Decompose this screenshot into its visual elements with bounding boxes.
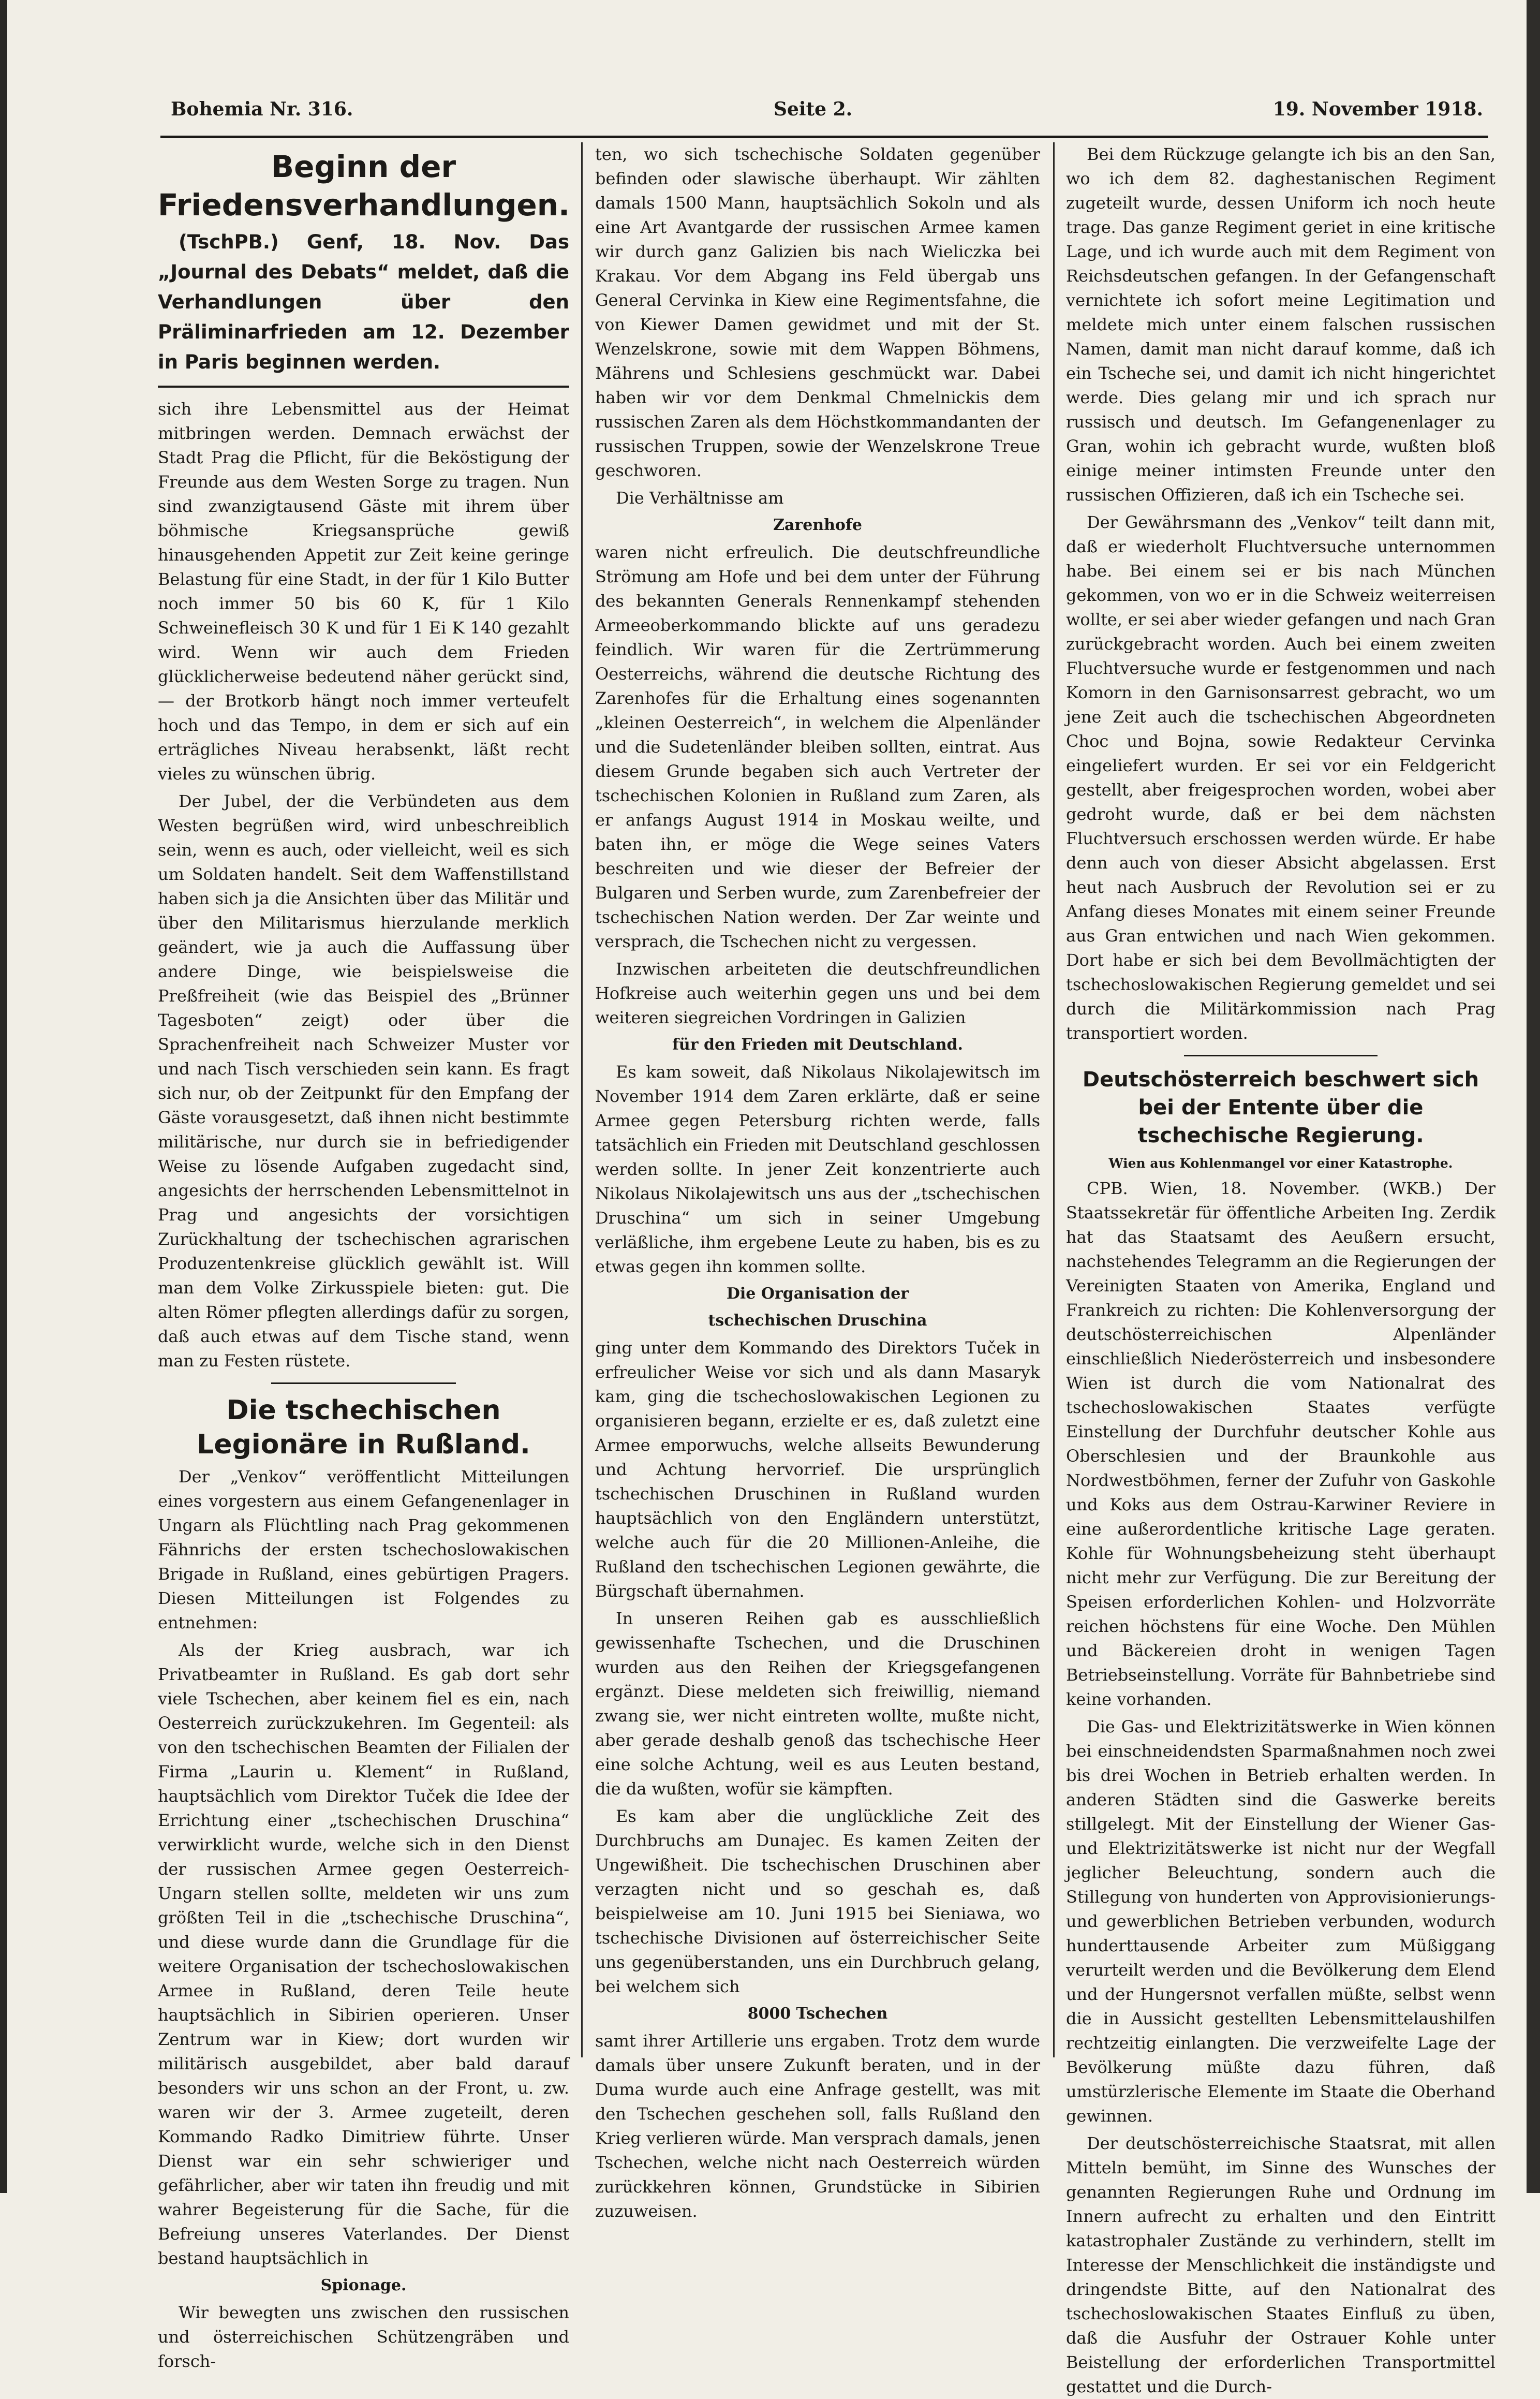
publication-issue: Bohemia Nr. 316. <box>171 98 353 120</box>
article-paragraph: Inzwischen arbeiteten die deutschfreundlichen Hofkreise auch weiterhin gegen uns und bei dem weiteren siegreichen Vordringen in Galizien <box>595 959 1040 1027</box>
article-paragraph: Der deutschösterreichische Staatsrat, mit allen Mitteln bemüht, im Sinne des Wunsches der genannten Regierungen Ruhe und Ordnung im Innern aufrecht zu erhalten und den Eintritt katastrophaler Zustände zu verhindern, stellt im Interesse der Menschlichkeit die inständigste und dringendste Bitte, auf den Nationalrat des tschechoslowakischen Staates Einfluß zu üben, daß die Ausfuhr der Ostrauer Kohle unter Beistellung der erforderlichen Transportmittel gestattet und die Durch- <box>1066 2133 1495 2396</box>
article-paragraph: Wir bewegten uns zwischen den russischen und österreichischen Schützengräben und forsch- <box>158 2303 569 2371</box>
article-paragraph: Der „Venkov“ veröffentlicht Mitteilungen eines vorgestern aus einem Gefangenenlager in Ungarn als Flüchtling nach Prag gekommenen Fähnrichs der ersten tschechoslowakischen Brigade in Rußland, eines gebürtigen Pragers. Diesen Mitteilungen ist Folgendes zu entnehmen: <box>158 1467 569 1632</box>
article-paragraph: Als der Krieg ausbrach, war ich Privatbeamter in Rußland. Es gab dort sehr viele Tschechen, aber keinem fiel es ein, nach Oesterreich zurückzukehren. Im Gegenteil: als von den tschechischen Beamten der Filialen der Firma „Laurin u. Klement“ in Rußland, hauptsächlich vom Direktor Tuček die Idee der Errichtung einer „tschechischen Druschina“ verwirklicht wurde, welche sich in den Dienst der russischen Armee gegen Oesterreich-Ungarn stellen sollte, meldeten wir uns zum größten Teil in die „tschechische Druschina“, und diese wurde dann die Grundlage für die weitere Organisation der tschechoslowakischen Armee in Rußland, deren Teile heute hauptsächlich in Sibirien operieren. Unser Zentrum war in Kiew; dort wurden wir militärisch ausgebildet, aber bald darauf besonders wir uns schon an der Front, u. zw. waren wir der 3. Armee zugeteilt, deren Kommando Radko Dimitriew führte. Unser Dienst war ein sehr schwieriger und gefährlicher, aber wir taten ihn freudig und mit wahrer Begeisterung für die Sache, für die Befreiung unseres Vaterlandes. Der Dienst bestand hauptsächlich in <box>158 1640 569 2268</box>
article-headline: Deutschösterreich beschwert sich bei der Entente über die tschechische Regierung. <box>1082 1068 1479 1147</box>
page-number: Seite 2. <box>773 98 853 120</box>
header-rule <box>160 136 1488 138</box>
column-divider <box>1053 142 1055 2057</box>
scan-edge-right <box>1527 0 1540 2193</box>
column-1 <box>158 142 570 2371</box>
article-paragraph: Die Gas- und Elektrizitätswerke in Wien können bei einschneidendsten Sparmaßnahmen noch zwei bis drei Wochen in Betrieb erhalten werden. In anderen Städten sind die Gaswerke bereits stillgelegt. Mit der Einstellung der Wiener Gas- und Elektrizitätswerke ist nicht nur der Wegfall jeglicher Beleuchtung, sondern auch die Stillegung von hunderten von Approvisionierungs- und gewerblichen Betrieben verbunden, wodurch hunderttausende Arbeiter zum Müßiggang verurteilt werden und die Bevölkerung dem Elend und der Hungersnot verfallen müßte, selbst wenn die in Aussicht gestellten Lebensmittelaushilfen rechtzeitig einlangten. Die verzweifelte Lage der Bevölkerung müßte dazu führen, daß umstürzlerische Elemente im Staate die Oberhand gewinnen. <box>1066 1717 1495 2126</box>
article-paragraph: CPB. Wien, 18. November. (WKB.) Der Staatssekretär für öffentliche Arbeiten Ing. Zerdik hat das Staatsamt des Aeußern ersucht, nachstehendes Telegramm an die Regierungen der Vereinigten Staaten von Amerika, England und Frankreich zu richten: Die Kohlenversorgung der deutschösterreichischen Alpenländer einschließlich Niederösterreich und insbesondere Wien ist durch die vom Nationalrat des tschechoslowakischen Staates verfügte Einstellung der Durchfuhr deutscher Kohle aus Oberschlesien und der Braunkohle aus Nordwestböhmen, ferner der Zufuhr von Gaskohle und Koks aus dem Ostrau-Karwiner Reviere in eine außerordentliche kritische Lage geraten. Kohle für Wohnungsbeheizung steht überhaupt nicht mehr zur Verfügung. Die zur Bereitung der Speisen erforderlichen Kohlen- und Holzvorräte reichen höchstens für eine Woche. Den Mühlen und Bäckereien droht in wenigen Tagen Betriebseinstellung. Vorräte für Bahnbetriebe sind keine vorhanden. <box>1066 1179 1495 1709</box>
article-headline: Beginn der Friedensverhandlungen. <box>158 149 570 223</box>
section-subheading: Zarenhofe <box>773 516 862 534</box>
article-paragraph: Bei dem Rückzuge gelangte ich bis an den San, wo ich dem 82. daghestanischen Regiment zugeteilt wurde, dessen Uniform ich noch heute trage. Das ganze Regiment geriet in eine kritische Lage, und ich wurde auch mit dem Regiment von Reichsdeutschen gefangen. In der Gefangenschaft vernichtete ich sofort meine Legitimation und meldete mich unter einem falschen russischen Namen, damit man nicht darauf komme, daß ich ein Tscheche sei, und damit ich nicht hingerichtet werde. Dies gelang mir und ich sprach nur russisch und deutsch. Im Gefangenenlager zu Gran, wohin ich gebracht wurde, wußten bloß einige meiner intimsten Freunde unter den russischen Offizieren, daß ich ein Tscheche sei. <box>1066 144 1495 505</box>
section-subheading: für den Frieden mit Deutschland. <box>672 1036 963 1054</box>
section-rule <box>1184 1055 1378 1056</box>
section-rule <box>271 1382 456 1384</box>
page-header <box>171 98 1483 135</box>
column-divider <box>581 142 583 2057</box>
article-paragraph: samt ihrer Artillerie uns ergaben. Trotz dem wurde damals über unsere Zukunft beraten, und in der Duma wurde auch eine Anfrage gestellt, was mit den Tschechen geschehen soll, falls Rußland den Krieg verlieren würde. Man versprach damals, jenen Tschechen, welche nicht nach Oesterreich würden zurückkehren können, Grundstücke in Sibirien zuzuweisen. <box>595 2031 1040 2221</box>
column-2 <box>595 142 1040 2221</box>
article-paragraph: Es kam aber die unglückliche Zeit des Durchbruchs am Dunajec. Es kamen Zeiten der Ungewißheit. Die tschechischen Druschinen aber verzagten nicht und so geschah es, daß beispielweise am 10. Juni 1915 bei Sieniawa, wo tschechische Divisionen auf österreichischer Seite uns gegenüberstanden, uns ein Durchbruch gelang, bei welchem sich <box>595 1806 1040 1996</box>
article-paragraph: waren nicht erfreulich. Die deutschfreundliche Strömung am Hofe und bei dem unter der Führung des bekannten Generals Rennenkampf stehenden Armeeoberkommando blickte auf uns geradezu feindlich. Wir waren für die Zertrümmerung Oesterreichs, während die deutsche Richtung des Zarenhofes für die Erhaltung eines sogenannten „kleinen Oesterreich“, in welchem die Alpenländer und die Sudetenländer bleiben sollten, eintrat. Aus diesem Grunde begaben sich auch Vertreter der tschechischen Kolonien in Rußland zum Zaren, als er anfangs August 1914 in Moskau weilte, und baten ihn, er möge die Wege seines Vaters beschreiten und wie dieser der Befreier der Bulgaren und Serben wurde, zum Zarenbefreier der tschechischen Nation werden. Der Zar weinte und versprach, die Tschechen nicht zu vergessen. <box>595 542 1040 951</box>
article-paragraph: Der Jubel, der die Verbündeten aus dem Westen begrüßen wird, wird unbeschreiblich sein, wenn es auch, oder vielleicht, weil es sich um Soldaten handelt. Seit dem Waffenstillstand haben sich ja die Ansichten über das Militär und über den Militarismus hierzulande merklich geändert, wie ja auch die Auffassung über andere Dinge, wie beispielsweise die Preßfreiheit (wie das Beispiel des „Brünner Tagesboten“ zeigt) oder über die Sprachenfreiheit nach Schweizer Muster vor und nach Tisch verschieden sein kann. Es fragt sich nur, ob der Zeitpunkt für den Empfang der Gäste vorausgesetzt, daß ihnen nicht bestimmte militärische, nur durch sie in befriedigender Weise zu lösende Aufgaben zugedacht sind, angesichts der herrschenden Lebensmittelnot in Prag und angesichts der vorsichtigen Zurückhaltung der tschechischen agrarischen Produzentenkreise glücklich gewählt ist. Will man dem Volke Zirkusspiele bieten: gut. Die alten Römer pflegten allerdings dafür zu sorgen, daß auch etwas auf dem Tische stand, wenn man zu Festen rüstete. <box>158 791 569 1371</box>
article-paragraph: Der Gewährsmann des „Venkov“ teilt dann mit, daß er wiederholt Fluchtversuche unternommen habe. Bei einem sei er bis nach München gekommen, von wo er in die Schweiz weiterreisen wollte, er sei aber wieder gefangen und nach Gran zurückgebracht worden. Auch bei einem zweiten Fluchtversuche wurde er festgenommen und nach Komorn in den Garnisonsarrest gebracht, wo um jene Zeit auch die tschechischen Abgeordneten Choc und Bojna, sowie Redakteur Cervinka eingeliefert wurden. Er sei vor ein Feldgericht gestellt, aber freigesprochen worden, wobei aber gedroht wurde, daß er bei dem nächsten Fluchtversuch erschossen werden würde. Er habe denn auch von dieser Absicht abgelassen. Erst heut nach Ausbruch der Revolution sei er zu Anfang dieses Monates mit einem seiner Freunde aus Gran entwichen und nach Wien gekommen. Dort habe er sich bei dem Bevollmächtigten der tschechoslowakischen Regierung gemeldet und sei durch die Militärkommission nach Prag transportiert worden. <box>1066 512 1495 1043</box>
article-paragraph: ging unter dem Kommando des Direktors Tuček in erfreulicher Weise vor sich und als dann Masaryk kam, ging die tschechoslowakischen Legionen zu organisieren begann, erzielte er es, daß zuletzt eine Armee emporwuchs, welche allseits Bewunderung und Achtung hervorrief. Die ursprünglich tschechischen Druschinen in Rußland wurden hauptsächlich von den Engländern unterstützt, welche auch für die 20 Millionen-Anleihe, die Rußland den tschechischen Legionen gewährte, die Bürgschaft übernahmen. <box>595 1338 1040 1601</box>
article-paragraph: sich ihre Lebensmittel aus der Heimat mitbringen werden. Demnach erwächst der Stadt Prag die Pflicht, für die Beköstigung der Freunde aus dem Westen Sorge zu tragen. Nun sind zwanzigtausend Gäste mit ihrem über böhmische Kriegsansprüche gewiß hinausgehenden Appetit zur Zeit keine geringe Belastung für eine Stadt, in der für 1 Kilo Butter noch immer 50 bis 60 K, für 1 Kilo Schweinefleisch 30 K und für 1 Ei K 140 gezahlt wird. Wenn wir auch dem Frieden glücklicherweise bedeutend näher gerückt sind, — der Brotkorb hängt noch immer verteufelt hoch und das Tempo, in dem er sich auf ein erträgliches Niveau herabsenkt, läßt recht vieles zu wünschen übrig. <box>158 399 569 784</box>
section-subheading: 8000 Tschechen <box>747 2005 888 2023</box>
scan-edge-left <box>0 0 7 2193</box>
article-lead: (TschPB.) Genf, 18. Nov. Das „Journal des Debats“ meldet, daß die Verhandlungen über den Präliminarfrieden am 12. Dezember in Paris beginnen werden. <box>158 231 569 373</box>
column-3 <box>1066 142 1495 2396</box>
section-rule <box>158 386 569 388</box>
article-headline: Die tschechischen Legionäre in Rußland. <box>197 1395 530 1460</box>
section-subheading: Spionage. <box>320 2276 407 2294</box>
issue-date: 19. November 1918. <box>1272 98 1483 120</box>
article-paragraph: In unseren Reihen gab es ausschließlich gewissenhafte Tschechen, und die Druschinen wurden aus den Reihen der Kriegsgefangenen ergänzt. Diese meldeten sich freiwillig, niemand zwang sie, wer nicht eintreten wollte, mußte nicht, aber gerade deshalb genoß das tschechische Heer eine solche Achtung, weil es aus Leuten bestand, die da wußten, wofür sie kämpften. <box>595 1609 1040 1799</box>
article-subheadline: Wien aus Kohlenmangel vor einer Katastrophe. <box>1108 1156 1453 1171</box>
article-paragraph: ten, wo sich tschechische Soldaten gegenüber befinden oder slawische überhaupt. Wir zählten damals 1500 Mann, hauptsächlich Sokoln und als eine Art Avantgarde der russischen Armee kamen wir durch ganz Galizien bis nach Wieliczka bei Krakau. Vor dem Abgang ins Feld übergab uns General Cervinka in Kiew eine Regimentsfahne, die von Kiewer Damen gewidmet und mit der St. Wenzelskrone, sowie mit dem Wappen Böhmens, Mährens und Schlesiens geschmückt war. Dabei haben wir vor dem Denkmal Chmelnickis dem russischen Zaren als dem Höchstkommandanten der russischen Truppen, sowie der Wenzelskrone Treue geschworen. <box>595 144 1040 480</box>
article-paragraph: Es kam soweit, daß Nikolaus Nikolajewitsch im November 1914 dem Zaren erklärte, daß er seine Armee gegen Petersburg richten werde, falls tatsächlich ein Frieden mit Deutschland geschlossen werden sollte. In jener Zeit konzentrierte auch Nikolaus Nikolajewitsch uns aus der „tschechischen Druschina“ um sich in seiner Umgebung verläßliche, ihm ergebene Leute zu haben, bis es zu etwas gegen ihn kommen sollte. <box>595 1062 1040 1276</box>
section-subheading: tschechischen Druschina <box>708 1312 927 1330</box>
article-paragraph: Die Verhältnisse am <box>616 488 784 508</box>
section-subheading: Die Organisation der <box>726 1285 909 1303</box>
